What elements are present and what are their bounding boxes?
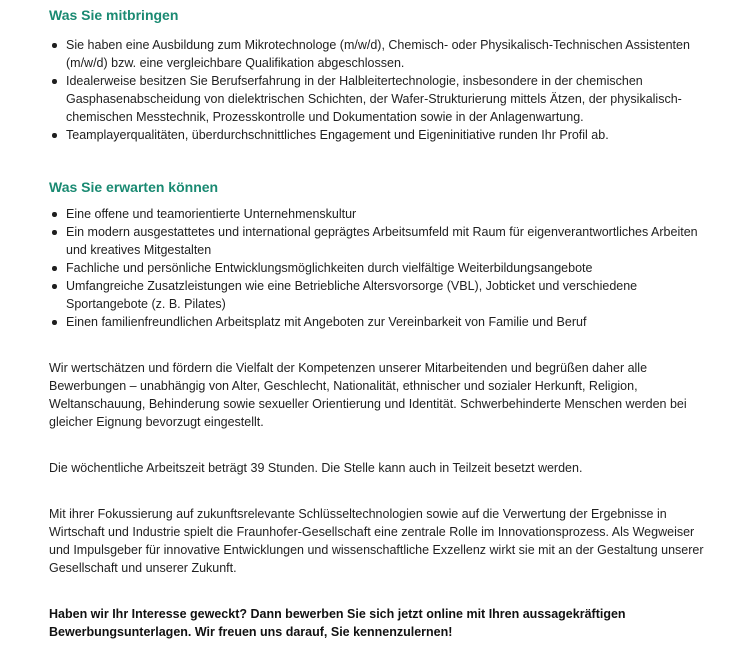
list-item: Teamplayerqualitäten, überdurchschnittliches Engagement und Eigeninitiative runden Ihr Profil ab. xyxy=(66,126,704,144)
list-item: Fachliche und persönliche Entwicklungsmöglichkeiten durch vielfältige Weiterbildungsangebote xyxy=(66,259,704,277)
section-heading-requirements: Was Sie mitbringen xyxy=(49,7,179,23)
list-item: Einen familienfreundlichen Arbeitsplatz mit Angeboten zur Vereinbarkeit von Familie und Beruf xyxy=(66,313,704,331)
diversity-paragraph: Wir wertschätzen und fördern die Vielfalt der Kompetenzen unserer Mitarbeitenden und begrüßen daher alle Bewerbungen – unabhängig von Alter, Geschlecht, Nationalität, ethnischer und sozialer Herkunft, Religion, Weltanschauung, Behinderung sowie sexueller Orientierung und Identität. Schwerbehinderte Menschen werden bei gleicher Eignung bevorzugt eingestellt. xyxy=(49,361,687,429)
section-heading-benefits: Was Sie erwarten können xyxy=(49,179,219,195)
list-item: Ein modern ausgestattetes und international geprägtes Arbeitsumfeld mit Raum für eigenverantwortliches Arbeiten und kreatives Mitgestalten xyxy=(66,223,704,259)
call-to-action: Haben wir Ihr Interesse geweckt? Dann bewerben Sie sich jetzt online mit Ihren aussagekräftigen Bewerbungsunterlagen. Wir freuen uns darauf, Sie kennenzulernen! xyxy=(49,607,626,639)
list-item: Eine offene und teamorientierte Unternehmenskultur xyxy=(66,205,704,223)
benefits-list xyxy=(49,205,704,331)
list-item: Sie haben eine Ausbildung zum Mikrotechnologe (m/w/d), Chemisch- oder Physikalisch-Technischen Assistenten (m/w/d) bzw. eine vergleichbare Qualifikation abgeschlossen. xyxy=(66,36,704,72)
fraunhofer-paragraph: Mit ihrer Fokussierung auf zukunftsrelevante Schlüsseltechnologien sowie auf die Verwertung der Ergebnisse in Wirtschaft und Industrie spielt die Fraunhofer-Gesellschaft eine zentrale Rolle im Innovationsprozess. Als Wegweiser und Impulsgeber für innovative Entwicklungen und wissenschaftliche Exzellenz wirkt sie mit an der Gestaltung unserer Gesellschaft und unserer Zukunft. xyxy=(49,507,704,575)
list-item: Idealerweise besitzen Sie Berufserfahrung in der Halbleitertechnologie, insbesondere in der chemischen Gasphasenabscheidung von dielektrischen Schichten, der Wafer-Strukturierung mittels Ätzen, der physikalisch-chemischen Messtechnik, Prozesskontrolle und Dokumentation sowie in der Anlagenwartung. xyxy=(66,72,704,126)
list-item: Umfangreiche Zusatzleistungen wie eine Betriebliche Altersvorsorge (VBL), Jobticket und verschiedene Sportangebote (z. B. Pilates) xyxy=(66,277,704,313)
requirements-list xyxy=(49,36,704,144)
job-posting xyxy=(0,5,704,641)
working-hours-paragraph: Die wöchentliche Arbeitszeit beträgt 39 Stunden. Die Stelle kann auch in Teilzeit besetzt werden. xyxy=(49,461,583,475)
